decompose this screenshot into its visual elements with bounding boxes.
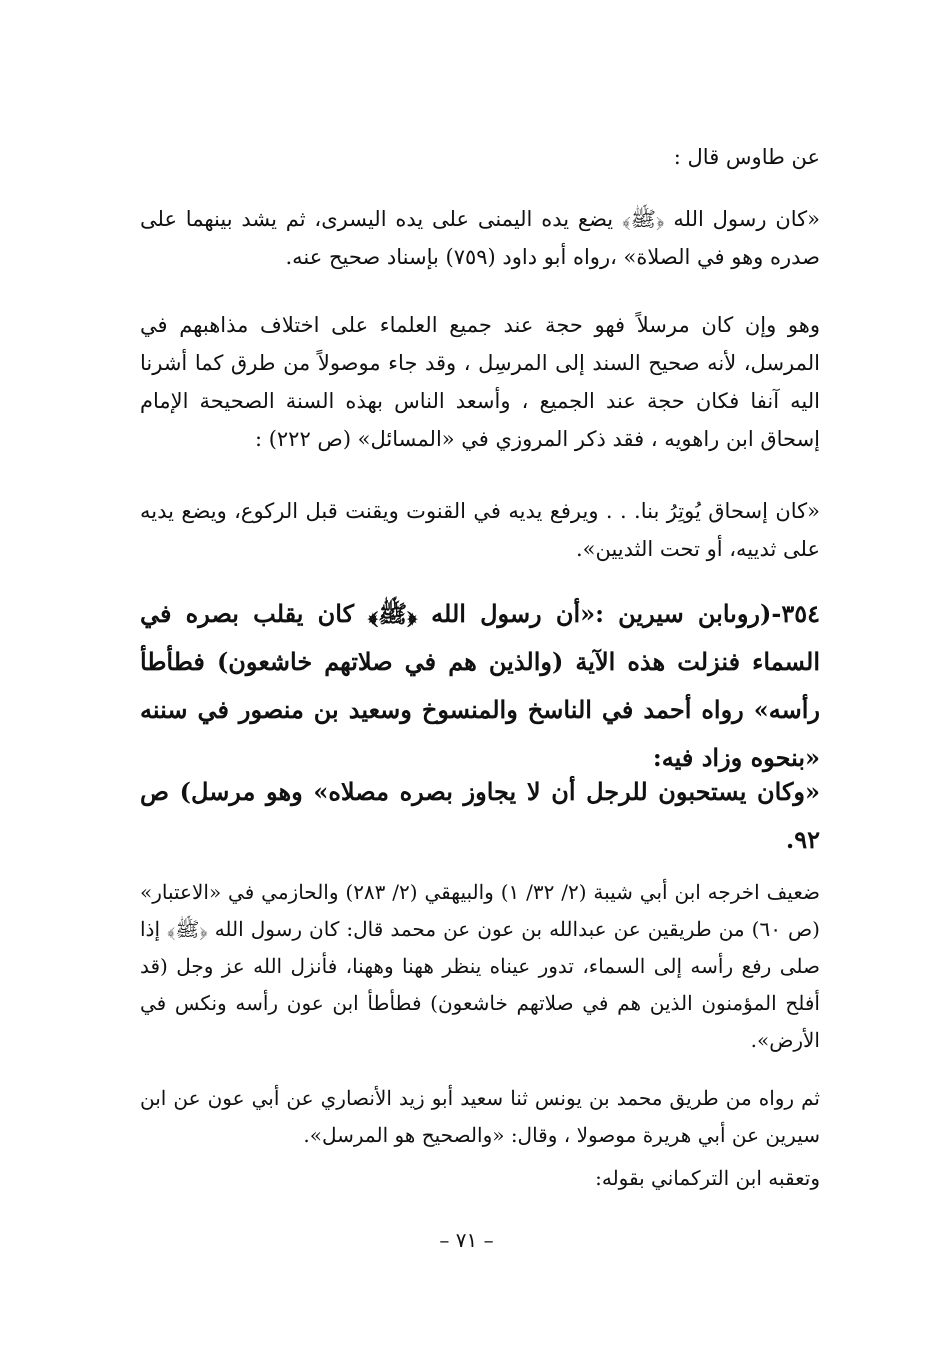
paragraph-takhrij: ضعيف اخرجه ابن أبي شيبة (٢/ ٣٢/ ١) والبيهقي (٢/ ٢٨٣) والحازمي في «الاعتبار» (ص ٦٠) من طريقين عن عبدالله بن عون عن محمد قال: كان رسول الله ﴿ﷺ﴾ إذا صلى رفع رأسه إلى السماء، تدور عيناه ينظر ههنا وههنا، فأنزل الله عز وجل (قد أفلح المؤمنون الذين هم في صلاتهم خاشعون) فطأطأ ابن عون رأسه ونكس في الأرض».: [140, 880, 820, 1052]
paragraph-ishaq-quote: «كان إسحاق يُوتِرُ بنا. . . ويرفع يديه في القنوت ويقنت قبل الركوع، ويضع يديه على ثدييه، أو تحت الثديين».: [140, 499, 820, 561]
paragraph-turkmani: وتعقبه ابن التركماني بقوله:: [595, 1166, 820, 1190]
page-number: – ٧١ –: [439, 1228, 494, 1252]
paragraph-hadith-354: ٣٥٤-(روىابن سيرين :«أن رسول الله ﴿ﷺ﴾ كان يقلب بصره في السماء فنزلت هذه الآية (والذين هم في صلاتهم خاشعون) فطأطأ رأسه» رواه أحمد في الناسخ والمنسوخ وسعيد بن منصور في سننه «بنحوه وزاد فيه:: [140, 599, 820, 772]
intro-line: عن طاوس قال :: [673, 145, 820, 169]
paragraph-mawsul-route: ثم رواه من طريق محمد بن يونس ثنا سعيد أبو زيد الأنصاري عن أبي عون عن ابن سيرين عن أبي هريرة موصولا ، وقال: «والصحيح هو المرسل».: [140, 1086, 820, 1147]
paragraph-hadith-hands: «كان رسول الله ﴿ﷺ﴾ يضع يده اليمنى على يده اليسرى، ثم يشد بينهما على صدره وهو في الصلاة» ،رواه أبو داود (٧٥٩) بإسناد صحيح عنه.: [140, 207, 820, 269]
paragraph-mursal-commentary: وهو وإن كان مرسلاً فهو حجة عند جميع العلماء على اختلاف مذاهبهم في المرسل، لأنه صحيح السند إلى المرسِل ، وقد جاء موصولاً من طرق كما أشرنا اليه آنفا فكان حجة عند الجميع ، وأسعد الناس بهذه السنة الصحيحة الإمام إسحاق ابن راهويه ، فقد ذكر المروزي في «المسائل» (ص ٢٢٢) :: [140, 313, 820, 451]
paragraph-hadith-354-addition: «وكان يستحبون للرجل أن لا يجاوز بصره مصلاه» وهو مرسل) ص ٩٢.: [140, 777, 820, 854]
